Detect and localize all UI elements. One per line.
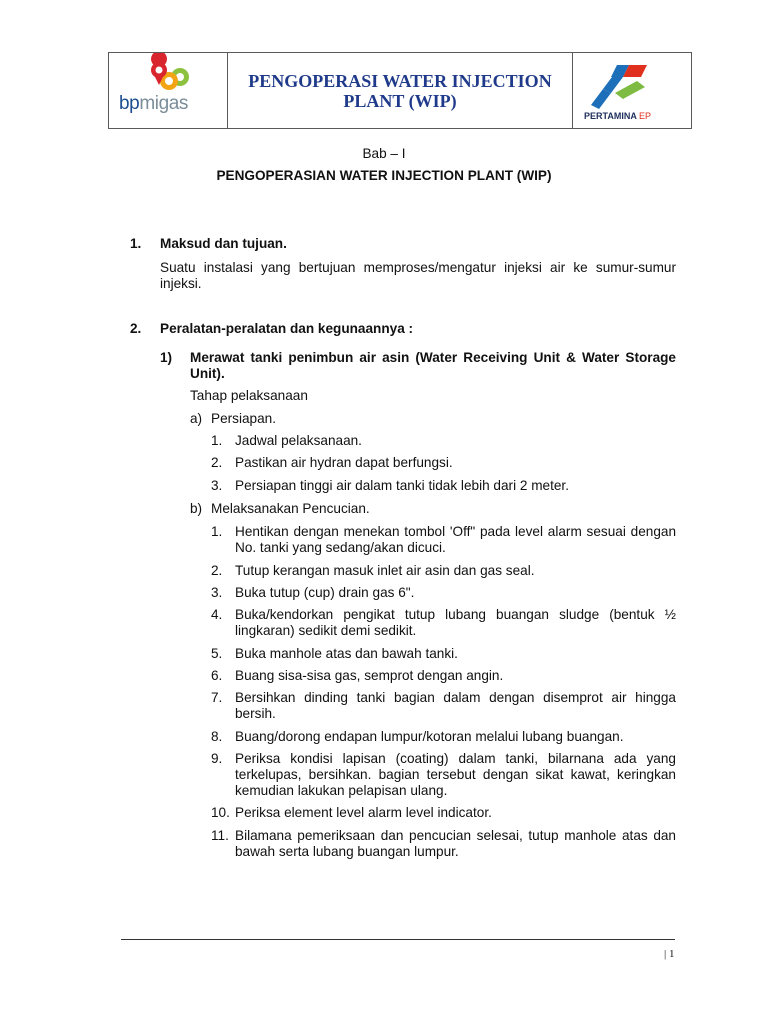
- list-item-number: 4.: [211, 607, 223, 622]
- list-item: Buka tutup (cup) drain gas 6".: [235, 585, 415, 600]
- document-header: [108, 52, 692, 129]
- list-item-number: 3.: [211, 478, 223, 493]
- stage-label: Tahap pelaksanaan: [190, 388, 308, 403]
- list-item-number: 1.: [211, 433, 223, 448]
- list-item: Bilamana pemeriksaan dan pencucian selesai, tutup manhole atas dan bawah serta lubang buangan lumpur.: [235, 828, 676, 859]
- list-item-number: 3.: [211, 585, 223, 600]
- list-item: Tutup kerangan masuk inlet air asin dan gas seal.: [235, 563, 535, 578]
- step-a-title: Persiapan.: [211, 411, 276, 426]
- list-item: Pastikan air hydran dapat berfungsi.: [235, 455, 453, 470]
- section-2-number: 2.: [130, 321, 142, 336]
- list-item: Periksa element level alarm level indicator.: [235, 805, 492, 820]
- list-item-number: 10.: [211, 805, 230, 820]
- list-item-number: 5.: [211, 646, 223, 661]
- subsection-1-heading: Merawat tanki penimbun air asin (Water Receiving Unit & Water Storage Unit).: [190, 350, 676, 381]
- list-item-number: 2.: [211, 563, 223, 578]
- bpmigas-logo: [109, 53, 228, 128]
- section-1-number: 1.: [130, 236, 142, 251]
- list-item: Persiapan tinggi air dalam tanki tidak lebih dari 2 meter.: [235, 478, 569, 493]
- subsection-1-number: 1): [160, 350, 173, 365]
- list-item: Buka/kendorkan pengikat tutup lubang buangan sludge (bentuk ½ lingkaran) sedikit demi sedikit.: [235, 607, 676, 638]
- step-b-title: Melaksanakan Pencucian.: [211, 501, 370, 516]
- list-item-number: 8.: [211, 729, 223, 744]
- section-1-heading: Maksud dan tujuan.: [160, 236, 287, 251]
- list-item: Bersihkan dinding tanki bagian dalam dengan disemprot air hingga bersih.: [235, 690, 676, 721]
- list-item: Buang/dorong endapan lumpur/kotoran melalui lubang buangan.: [235, 729, 624, 744]
- chapter-title: PENGOPERASIAN WATER INJECTION PLANT (WIP): [216, 168, 552, 183]
- pertamina-wordmark: PERTAMINA EP: [584, 111, 652, 121]
- list-item: Buang sisa-sisa gas, semprot dengan angin.: [235, 668, 504, 683]
- step-a-label: a): [190, 411, 203, 426]
- step-b-label: b): [190, 501, 203, 516]
- document-title: PENGOPERASI WATER INJECTION PLANT (WIP): [248, 70, 552, 111]
- chapter-label: Bab – I: [362, 146, 406, 161]
- page-number: | 1: [664, 948, 675, 960]
- footer-divider: [121, 939, 675, 940]
- list-item-number: 11.: [211, 828, 229, 843]
- list-item: Periksa kondisi lapisan (coating) dalam tanki, bilarnana ada yang terkelupas, bersihkan. bagian tersebut dengan sikat kawat, keringkan kemudian lakukan pelapisan ulang.: [235, 751, 676, 798]
- section-1-text: Suatu instalasi yang bertujuan memproses/mengatur injeksi air ke sumur-sumur injeksi.: [160, 260, 676, 291]
- list-item-number: 9.: [211, 751, 223, 766]
- bpmigas-marker-icon: [109, 53, 227, 128]
- list-item: Hentikan dengan menekan tombol 'Off" pada level alarm sesuai dengan No. tanki yang sedang/akan dicuci.: [235, 524, 676, 555]
- list-item: Buka manhole atas dan bawah tanki.: [235, 646, 458, 661]
- section-2-heading: Peralatan-peralatan dan kegunaannya :: [160, 321, 414, 336]
- list-item: Jadwal pelaksanaan.: [235, 433, 362, 448]
- list-item-number: 6.: [211, 668, 223, 683]
- list-item-number: 2.: [211, 455, 223, 470]
- list-item-number: 7.: [211, 690, 223, 705]
- list-item-number: 1.: [211, 524, 223, 539]
- bpmigas-wordmark: bpmigas: [119, 93, 189, 114]
- pertamina-ep-logo: [572, 53, 691, 128]
